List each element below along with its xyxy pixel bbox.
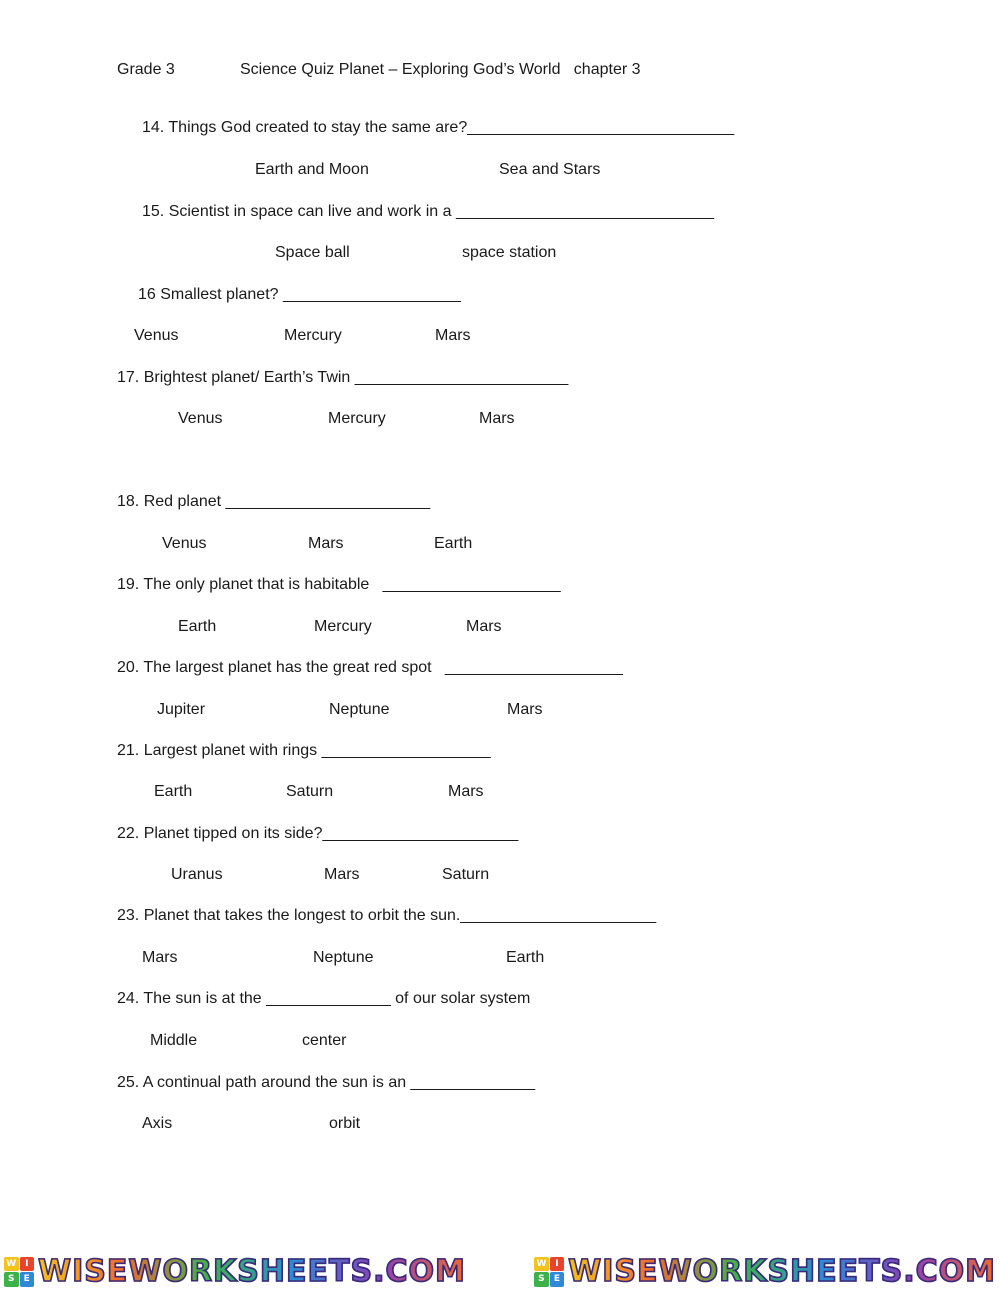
q23-option-2: Neptune	[313, 949, 374, 966]
watermark-text: WISEWORKSHEETS.COM	[568, 1254, 996, 1289]
q22-option-3: Saturn	[442, 866, 490, 883]
q19-option-3: Mars	[466, 618, 502, 635]
q20-option-1: Jupiter	[157, 701, 206, 718]
watermark-footer	[0, 1252, 1000, 1291]
q15-option-2: space station	[462, 244, 557, 261]
q16-option-3: Mars	[435, 327, 471, 344]
question-21: 21. Largest planet with rings ___________________	[117, 742, 491, 759]
question-24: 24. The sun is at the ______________ of our solar system	[117, 990, 531, 1007]
q21-option-1: Earth	[154, 783, 193, 800]
q16-option-1: Venus	[134, 327, 179, 344]
q24-option-1: Middle	[150, 1032, 198, 1049]
q14-option-2: Sea and Stars	[499, 161, 601, 178]
question-25: 25. A continual path around the sun is an ______________	[117, 1074, 536, 1091]
grade-label: Grade 3	[117, 61, 175, 78]
page-title: Science Quiz Planet – Exploring God’s World chapter 3	[240, 61, 641, 78]
question-17: 17. Brightest planet/ Earth’s Twin ________________________	[117, 369, 569, 386]
q20-option-3: Mars	[507, 701, 543, 718]
q18-option-2: Mars	[308, 535, 344, 552]
watermark-brand-left	[4, 1254, 466, 1289]
q17-option-2: Mercury	[328, 410, 386, 427]
q25-option-2: orbit	[329, 1115, 361, 1132]
wiseworksheets-logo-icon	[534, 1257, 564, 1287]
question-23: 23. Planet that takes the longest to orbit the sun.______________________	[117, 907, 657, 924]
q16-option-2: Mercury	[284, 327, 342, 344]
logo-letter-e: E	[550, 1272, 565, 1287]
question-18: 18. Red planet _______________________	[117, 493, 431, 510]
q22-option-2: Mars	[324, 866, 360, 883]
q18-option-3: Earth	[434, 535, 473, 552]
q25-option-1: Axis	[142, 1115, 173, 1132]
logo-letter-s: S	[4, 1272, 19, 1287]
q20-option-2: Neptune	[329, 701, 390, 718]
logo-letter-e: E	[20, 1272, 35, 1287]
logo-letter-w: W	[4, 1257, 19, 1272]
q19-option-1: Earth	[178, 618, 217, 635]
question-16: 16 Smallest planet? ____________________	[138, 286, 461, 303]
wiseworksheets-logo-icon	[4, 1257, 34, 1287]
logo-letter-i: I	[20, 1257, 35, 1272]
question-20: 20. The largest planet has the great red spot ____________________	[117, 659, 623, 676]
q15-option-1: Space ball	[275, 244, 350, 261]
logo-letter-w: W	[534, 1257, 549, 1272]
question-22: 22. Planet tipped on its side?______________________	[117, 825, 519, 842]
watermark-text: WISEWORKSHEETS.COM	[38, 1254, 466, 1289]
question-14: 14. Things God created to stay the same are?______________________________	[142, 119, 735, 136]
q24-option-2: center	[302, 1032, 347, 1049]
q17-option-3: Mars	[479, 410, 515, 427]
q23-option-3: Earth	[506, 949, 545, 966]
q14-option-1: Earth and Moon	[255, 161, 369, 178]
q18-option-1: Venus	[162, 535, 207, 552]
q23-option-1: Mars	[142, 949, 178, 966]
question-19: 19. The only planet that is habitable ____________________	[117, 576, 561, 593]
q22-option-1: Uranus	[171, 866, 223, 883]
watermark-brand-right	[534, 1254, 996, 1289]
q19-option-2: Mercury	[314, 618, 372, 635]
q21-option-3: Mars	[448, 783, 484, 800]
logo-letter-s: S	[534, 1272, 549, 1287]
q17-option-1: Venus	[178, 410, 223, 427]
q21-option-2: Saturn	[286, 783, 334, 800]
logo-letter-i: I	[550, 1257, 565, 1272]
question-15: 15. Scientist in space can live and work in a _____________________________	[142, 203, 714, 220]
